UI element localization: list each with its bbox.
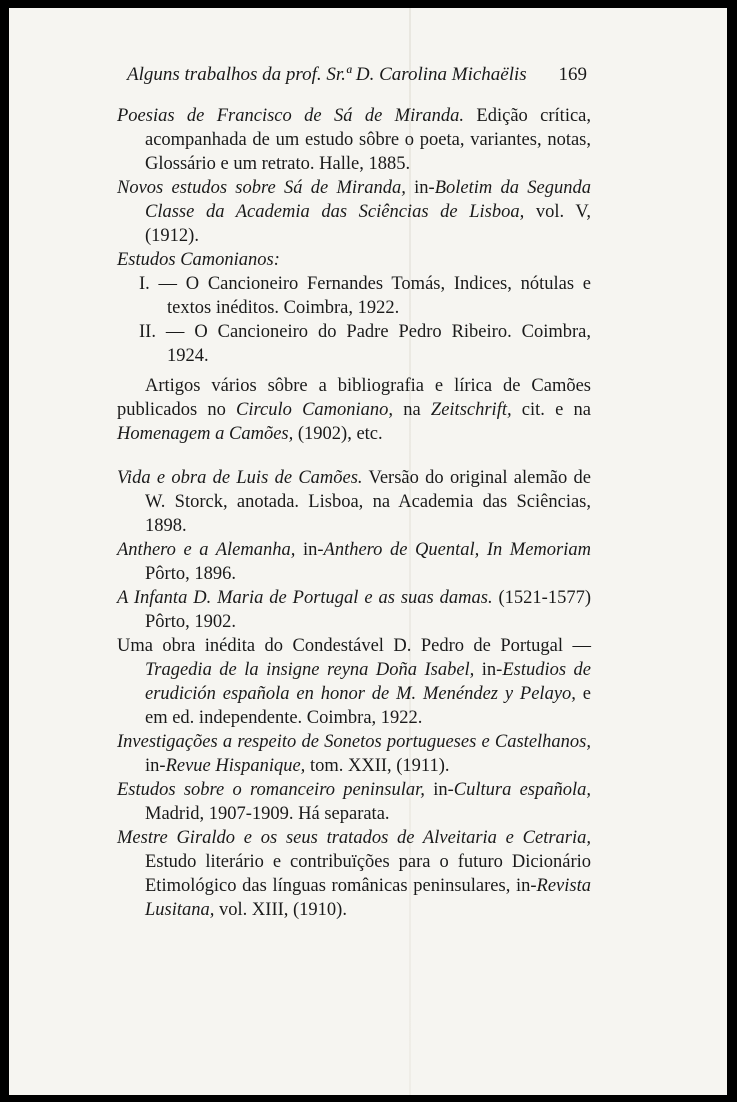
bibliography-block-1	[117, 104, 591, 368]
entry-romanceiro: Estudos sobre o romanceiro peninsular, in-Cultura española, Madrid, 1907-1909. Há separata.	[117, 780, 591, 824]
artigos-paragraph: Artigos vários sôbre a bibliografia e lírica de Camões publicados no Circulo Camoniano, na Zeitschrift, cit. e na Homenagem a Camões, (1902), etc.	[117, 376, 591, 444]
running-head-title: Alguns trabalhos da prof. Sr.ª D. Carolina Michaëlis	[127, 64, 527, 85]
entry-camonianos-i: I. — O Cancioneiro Fernandes Tomás, Indices, nótulas e textos inéditos. Coimbra, 1922.	[139, 274, 591, 318]
entry-investigacoes: Investigações a respeito de Sonetos portugueses e Castelhanos, in-Revue Hispanique, tom. XXII, (1911).	[117, 732, 591, 776]
entry-poesias: Poesias de Francisco de Sá de Miranda. Edição crítica, acompanhada de um estudo sôbre o poeta, variantes, notas, Glossário e um retrato. Halle, 1885.	[117, 106, 592, 174]
running-head	[127, 64, 587, 86]
entry-camonianos-ii: II. — O Cancioneiro do Padre Pedro Ribeiro. Coimbra, 1924.	[139, 322, 591, 366]
entry-vida-e-obra: Vida e obra de Luis de Camões. Versão do original alemão de W. Storck, anotada. Lisboa, na Academia das Sciências, 1898.	[117, 468, 591, 536]
bibliography-block-2	[117, 466, 591, 922]
entry-anthero: Anthero e a Alemanha, in-Anthero de Quental, In Memoriam Pôrto, 1896.	[117, 540, 591, 584]
book-page	[9, 8, 727, 1095]
page-number: 169	[558, 64, 587, 85]
entry-novos-estudos: Novos estudos sobre Sá de Miranda, in-Boletim da Segunda Classe da Academia das Sciências de Lisboa, vol. V, (1912).	[117, 178, 592, 246]
entry-mestre-giraldo: Mestre Giraldo e os seus tratados de Alveitaria e Cetraria, Estudo literário e contribuïções para o futuro Dicionário Etimológico das línguas românicas peninsulares, in-Revista Lusitana, vol. XIII, (1910).	[117, 828, 591, 920]
entry-estudos-camonianos: Estudos Camonianos:	[117, 250, 280, 270]
entry-infanta: A Infanta D. Maria de Portugal e as suas damas. (1521-1577) Pôrto, 1902.	[117, 588, 591, 632]
entry-obra-inedita: Uma obra inédita do Condestável D. Pedro de Portugal — Tragedia de la insigne reyna Doña Isabel, in-Estudios de erudición española en honor de M. Menéndez y Pelayo, e em ed. independente. Coimbra, 1922.	[117, 636, 591, 728]
